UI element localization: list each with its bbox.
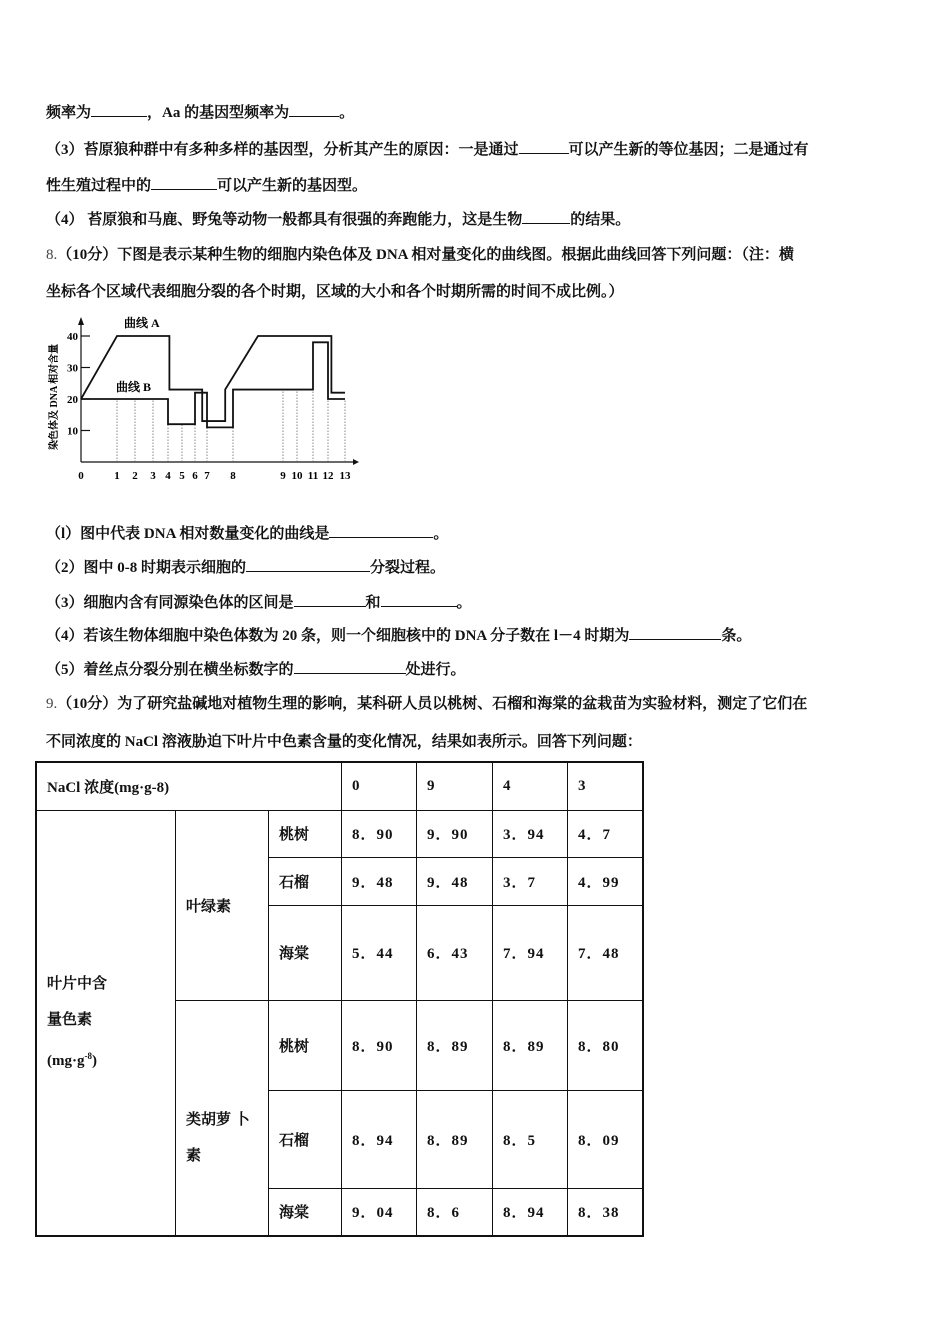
x-tick-label: 5 xyxy=(179,470,185,482)
text-line: 性生殖过程中的 可以产生新的基因型。 xyxy=(46,174,367,195)
y-tick-label: 20 xyxy=(67,394,78,406)
x-tick-label: 10 xyxy=(291,470,303,482)
value-cell: 3．94 xyxy=(493,810,568,857)
x-tick-label: 0 xyxy=(78,470,84,482)
y-axis-arrow xyxy=(78,317,84,325)
subquestion-2: （2）图中 0-8 时期表示细胞的 分裂过程。 xyxy=(46,556,445,577)
header-cell: 3 xyxy=(568,762,644,810)
answer-blank[interactable] xyxy=(151,175,217,190)
value-cell: 3．7 xyxy=(493,857,568,905)
value-cell: 8．94 xyxy=(342,1090,417,1188)
y-tick-label: 30 xyxy=(67,362,78,375)
group-label-text: 类胡萝 卜素 xyxy=(186,1111,250,1164)
value-cell: 9．48 xyxy=(342,857,417,905)
value-cell: 5．44 xyxy=(342,905,417,1000)
x-axis-arrow xyxy=(353,459,359,465)
x-tick-label: 4 xyxy=(165,470,171,482)
x-tick-label: 8 xyxy=(230,470,236,482)
answer-blank[interactable] xyxy=(629,625,721,640)
value-cell: 8．89 xyxy=(417,1090,493,1188)
series-line-a xyxy=(81,336,345,421)
subquestion-4: （4）若该生物体细胞中染色体数为 20 条，则一个细胞核中的 DNA 分子数在 l－4 时期为 条。 xyxy=(46,624,751,645)
group-label: 叶绿素 xyxy=(176,810,269,1000)
chromosome-dna-chart xyxy=(40,305,360,490)
question-4: （4） 苔原狼和马鹿、野兔等动物一般都具有很强的奔跑能力，这是生物 的结果。 xyxy=(46,208,630,229)
label-line: 叶片中含 xyxy=(47,976,108,993)
x-tick-label: 6 xyxy=(192,470,198,482)
answer-blank[interactable] xyxy=(91,102,147,117)
value-cell: 8．80 xyxy=(568,1000,644,1090)
value-cell: 8．89 xyxy=(417,1000,493,1090)
value-cell: 8．94 xyxy=(493,1188,568,1236)
header-cell: 9 xyxy=(417,762,493,810)
plant-cell: 海棠 xyxy=(269,905,342,1000)
text-line: 频率为 ，Aa 的基因型频率为 。 xyxy=(46,101,354,122)
value-cell: 8．6 xyxy=(417,1188,493,1236)
subquestion-1: （l）图中代表 DNA 相对数量变化的曲线是 。 xyxy=(46,522,448,543)
y-tick-label: 40 xyxy=(67,331,78,343)
question-8: 8.（10分）下图是表示某种生物的细胞内染色体及 DNA 相对量变化的曲线图。根据此曲线回答下列问题：（注：横 xyxy=(46,247,794,263)
value-cell: 8．38 xyxy=(568,1188,644,1236)
value-cell: 6．43 xyxy=(417,905,493,1000)
answer-blank[interactable] xyxy=(522,209,570,224)
answer-blank[interactable] xyxy=(246,557,370,572)
value-cell: 9．48 xyxy=(417,857,493,905)
value-cell: 9．04 xyxy=(342,1188,417,1236)
table-row xyxy=(36,810,643,857)
answer-blank[interactable] xyxy=(294,659,406,674)
question-9: 9.（10分）为了研究盐碱地对植物生理的影响，某科研人员以桃树、石榴和海棠的盆栽苗为实验材料，测定了它们在 xyxy=(46,696,808,712)
plant-cell: 石榴 xyxy=(269,1090,342,1188)
value-cell: 8．09 xyxy=(568,1090,644,1188)
value-cell: 4．7 xyxy=(568,810,644,857)
series-label: 曲线 B xyxy=(116,380,152,394)
group-label xyxy=(176,1000,269,1236)
value-cell: 7．48 xyxy=(568,905,644,1000)
value-cell: 8．89 xyxy=(493,1000,568,1090)
header-cell: NaCl 浓度(mg·g-8) xyxy=(36,762,342,810)
plant-cell: 桃树 xyxy=(269,1000,342,1090)
value-cell: 8．90 xyxy=(342,1000,417,1090)
value-cell: 9．90 xyxy=(417,810,493,857)
table-header xyxy=(36,762,643,810)
x-tick-label: 9 xyxy=(280,470,286,482)
text-line: 不同浓度的 NaCl 溶液胁迫下叶片中色素含量的变化情况，结果如表所示。回答下列问题： xyxy=(46,734,642,750)
subquestion-5: （5）着丝点分裂分别在横坐标数字的 处进行。 xyxy=(46,658,466,679)
x-tick-label: 2 xyxy=(132,470,138,482)
x-tick-label: 1 xyxy=(114,470,120,482)
x-tick-label: 11 xyxy=(307,470,319,482)
x-tick-label: 3 xyxy=(150,470,156,482)
plant-cell: 桃树 xyxy=(269,810,342,857)
answer-blank[interactable] xyxy=(381,592,457,607)
question-3: （3）苔原狼种群中有多种多样的基因型，分析其产生的原因：一是通过 可以产生新的等位基因；二是通过有 xyxy=(46,138,809,159)
x-tick-label: 13 xyxy=(339,470,351,482)
header-cell: 0 xyxy=(342,762,417,810)
value-cell: 4．99 xyxy=(568,857,644,905)
answer-blank[interactable] xyxy=(294,592,366,607)
x-tick-label: 7 xyxy=(204,470,210,482)
answer-blank[interactable] xyxy=(519,139,569,154)
series-label: 曲线 A xyxy=(124,316,160,330)
label-line: 量色素 xyxy=(47,1012,93,1029)
x-tick-label: 12 xyxy=(322,470,334,482)
label-line: $(mg\cdot g^{-8})$ xyxy=(47,1051,97,1070)
text-line: 坐标各个区域代表细胞分裂的各个时期，区域的大小和各个时期所需的时间不成比例。） xyxy=(46,284,624,300)
plant-cell: 海棠 xyxy=(269,1188,342,1236)
header-cell: 4 xyxy=(493,762,568,810)
value-cell: 7．94 xyxy=(493,905,568,1000)
y-tick-label: 10 xyxy=(67,425,78,438)
value-cell: 8．5 xyxy=(493,1090,568,1188)
answer-blank[interactable] xyxy=(289,102,339,117)
subquestion-3: （3）细胞内含有同源染色体的区间是 和 。 xyxy=(46,591,472,612)
answer-blank[interactable] xyxy=(329,523,433,538)
y-axis-label: 染色体及 DNA 相对含量 xyxy=(49,343,60,450)
value-cell: 8．90 xyxy=(342,810,417,857)
pigment-table xyxy=(35,761,644,1237)
row-label xyxy=(36,810,176,1236)
plant-cell: 石榴 xyxy=(269,857,342,905)
